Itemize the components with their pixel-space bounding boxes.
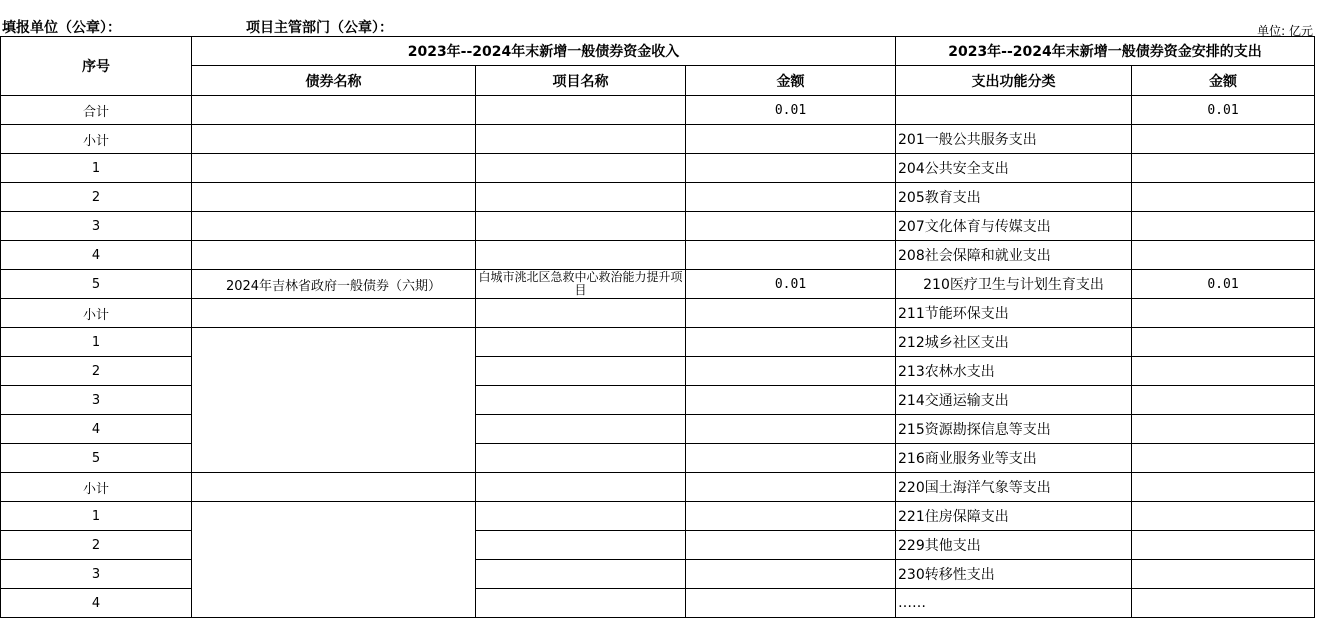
cell[interactable] — [1132, 125, 1315, 154]
cell[interactable] — [476, 328, 686, 357]
func-cell[interactable]: 229其他支出 — [896, 531, 1132, 560]
seq-cell[interactable]: 小计 — [1, 299, 192, 328]
table-row — [1, 154, 1315, 183]
cell[interactable] — [1132, 183, 1315, 212]
seq-cell[interactable]: 4 — [1, 589, 192, 618]
cell[interactable] — [686, 502, 896, 531]
cell[interactable] — [476, 589, 686, 618]
cell[interactable] — [1132, 357, 1315, 386]
table-row — [1, 299, 1315, 328]
cell[interactable] — [686, 125, 896, 154]
cell[interactable] — [686, 241, 896, 270]
cell[interactable] — [686, 328, 896, 357]
seq-cell[interactable]: 小计 — [1, 125, 192, 154]
cell[interactable] — [686, 299, 896, 328]
table-row — [1, 241, 1315, 270]
cell[interactable] — [192, 96, 476, 125]
table-row — [1, 183, 1315, 212]
table-row — [1, 270, 1315, 299]
cell[interactable] — [476, 444, 686, 473]
col-func-header: 支出功能分类 — [896, 66, 1132, 96]
cell[interactable] — [686, 386, 896, 415]
cell[interactable] — [1132, 386, 1315, 415]
cell[interactable] — [686, 212, 896, 241]
cell[interactable] — [686, 357, 896, 386]
seq-cell[interactable]: 2 — [1, 357, 192, 386]
cell[interactable] — [192, 125, 476, 154]
seq-cell[interactable]: 1 — [1, 328, 192, 357]
seq-cell[interactable]: 2 — [1, 183, 192, 212]
cell[interactable] — [686, 444, 896, 473]
bond-name-cell[interactable]: 2024年吉林省政府一般债券（六期） — [192, 270, 476, 299]
department-label: 项目主管部门（公章）： — [246, 20, 393, 36]
merged-bond-cell[interactable] — [192, 502, 476, 618]
cell[interactable] — [476, 299, 686, 328]
cell[interactable] — [476, 241, 686, 270]
income-group-header: 2023年--2024年末新增一般债券资金收入 — [192, 37, 896, 66]
table-row — [1, 125, 1315, 154]
cell[interactable] — [1132, 328, 1315, 357]
total-row — [1, 96, 1315, 125]
merged-bond-cell[interactable] — [192, 328, 476, 473]
cell[interactable] — [686, 415, 896, 444]
seq-cell[interactable]: 2 — [1, 531, 192, 560]
cell[interactable] — [1132, 531, 1315, 560]
seq-cell[interactable]: 4 — [1, 241, 192, 270]
cell[interactable] — [686, 560, 896, 589]
seq-cell[interactable]: 5 — [1, 270, 192, 299]
func-cell[interactable]: 230转移性支出 — [896, 560, 1132, 589]
col-amount2-header: 金额 — [1132, 66, 1315, 96]
func-cell[interactable]: 205教育支出 — [896, 183, 1132, 212]
col-seq-header: 序号 — [1, 37, 192, 96]
cell[interactable] — [1132, 212, 1315, 241]
seq-cell[interactable]: 3 — [1, 560, 192, 589]
cell[interactable] — [1132, 299, 1315, 328]
seq-cell[interactable]: 3 — [1, 212, 192, 241]
cell[interactable] — [686, 473, 896, 502]
col-amount-header: 金额 — [686, 66, 896, 96]
seq-cell[interactable]: 1 — [1, 502, 192, 531]
seq-cell[interactable]: 小计 — [1, 473, 192, 502]
func-cell[interactable]: 204公共安全支出 — [896, 154, 1132, 183]
cell[interactable] — [476, 386, 686, 415]
header-row-2 — [1, 66, 1315, 96]
func-cell[interactable]: 211节能环保支出 — [896, 299, 1132, 328]
cell[interactable] — [1132, 241, 1315, 270]
func-cell[interactable]: 210医疗卫生与计划生育支出 — [896, 270, 1132, 299]
table-row — [1, 212, 1315, 241]
cell[interactable] — [1132, 560, 1315, 589]
cell[interactable] — [896, 96, 1132, 125]
project-name-cell[interactable]: 白城市洮北区急救中心救治能力提升项目 — [476, 270, 686, 299]
cell[interactable] — [476, 560, 686, 589]
cell[interactable] — [192, 183, 476, 212]
cell[interactable] — [1132, 473, 1315, 502]
func-cell[interactable]: 221住房保障支出 — [896, 502, 1132, 531]
func-cell[interactable]: …… — [896, 589, 1132, 618]
func-cell[interactable]: 201一般公共服务支出 — [896, 125, 1132, 154]
cell[interactable] — [1132, 154, 1315, 183]
bond-table — [0, 36, 1315, 618]
cell[interactable] — [686, 154, 896, 183]
seq-cell[interactable]: 1 — [1, 154, 192, 183]
cell[interactable] — [192, 154, 476, 183]
cell[interactable] — [476, 183, 686, 212]
amount-cell[interactable]: 0.01 — [686, 270, 896, 299]
cell[interactable] — [192, 299, 476, 328]
func-cell[interactable]: 214交通运输支出 — [896, 386, 1132, 415]
expense-group-header: 2023年--2024年末新增一般债券资金安排的支出 — [896, 37, 1315, 66]
table-row — [1, 473, 1315, 502]
cell[interactable] — [192, 212, 476, 241]
amount2-cell[interactable]: 0.01 — [1132, 270, 1315, 299]
cell[interactable] — [192, 241, 476, 270]
cell[interactable] — [1132, 444, 1315, 473]
func-cell[interactable]: 207文化体育与传媒支出 — [896, 212, 1132, 241]
total-label[interactable]: 合计 — [1, 96, 192, 125]
header-row-1 — [1, 37, 1315, 66]
func-cell[interactable]: 215资源勘探信息等支出 — [896, 415, 1132, 444]
cell[interactable] — [192, 473, 476, 502]
cell[interactable] — [476, 415, 686, 444]
cell[interactable] — [686, 589, 896, 618]
col-project-header: 项目名称 — [476, 66, 686, 96]
cell[interactable] — [476, 502, 686, 531]
col-bond-header: 债券名称 — [192, 66, 476, 96]
unit-label: 单位: 亿元 — [1257, 24, 1313, 38]
func-cell[interactable]: 220国土海洋气象等支出 — [896, 473, 1132, 502]
seq-cell[interactable]: 4 — [1, 415, 192, 444]
cell[interactable] — [476, 154, 686, 183]
func-cell[interactable]: 213农林水支出 — [896, 357, 1132, 386]
cell[interactable] — [476, 473, 686, 502]
cell[interactable] — [476, 357, 686, 386]
table-row — [1, 328, 1315, 357]
seq-cell[interactable]: 5 — [1, 444, 192, 473]
cell[interactable] — [476, 125, 686, 154]
func-cell[interactable]: 208社会保障和就业支出 — [896, 241, 1132, 270]
func-cell[interactable]: 212城乡社区支出 — [896, 328, 1132, 357]
total-amount[interactable]: 0.01 — [686, 96, 896, 125]
cell[interactable] — [476, 531, 686, 560]
cell[interactable] — [476, 96, 686, 125]
cell[interactable] — [686, 183, 896, 212]
cell[interactable] — [476, 212, 686, 241]
table-row — [1, 502, 1315, 531]
cell[interactable] — [686, 531, 896, 560]
func-cell[interactable]: 216商业服务业等支出 — [896, 444, 1132, 473]
reporting-unit-label: 填报单位（公章）： — [2, 20, 121, 36]
cell[interactable] — [1132, 502, 1315, 531]
seq-cell[interactable]: 3 — [1, 386, 192, 415]
cell[interactable] — [1132, 415, 1315, 444]
cell[interactable] — [1132, 589, 1315, 618]
total-amount2[interactable]: 0.01 — [1132, 96, 1315, 125]
